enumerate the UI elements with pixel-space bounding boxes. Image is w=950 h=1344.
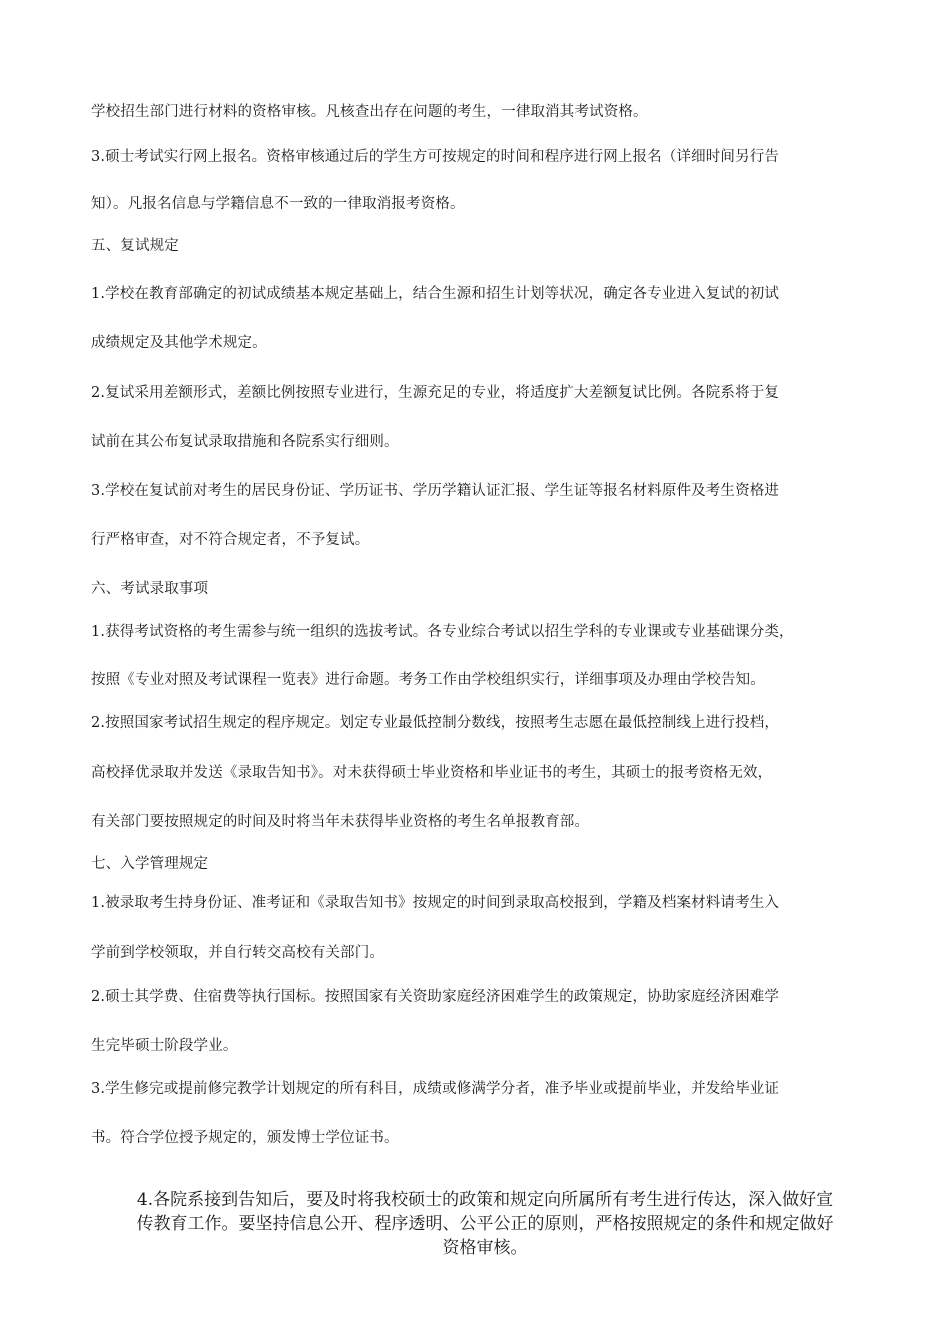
closing-line: 传教育工作。要坚持信息公开、程序透明、公平公正的原则，严格按照规定的条件和规定做好 [136,1214,834,1234]
body-text-line: 生完毕硕士阶段学业。 [91,1038,238,1054]
body-text-line: 有关部门要按照规定的时间及时将当年未获得毕业资格的考生名单报教育部。 [91,814,590,830]
list-item: 2.硕士其学费、住宿费等执行国标。按照国家有关资助家庭经济困难学生的政策规定，协助家庭经济困难学 [91,989,780,1005]
list-item: 1.获得考试资格的考生需参与统一组织的选拔考试。各专业综合考试以招生学科的专业课或专业基础课分类， [91,624,794,640]
closing-line: 4.各院系接到告知后，要及时将我校硕士的政策和规定向所属所有考生进行传达，深入做好宣 [136,1190,834,1210]
body-text-line: 试前在其公布复试录取措施和各院系实行细则。 [91,434,399,450]
body-text-line: 按照《专业对照及考试课程一览表》进行命题。考务工作由学校组织实行，详细事项及办理由学校告知。 [91,672,765,688]
list-item: 2.复试采用差额形式，差额比例按照专业进行，生源充足的专业，将适度扩大差额复试比例。各院系将于复 [91,385,780,401]
closing-line: 资格审核。 [442,1238,528,1258]
list-item: 3.学生修完或提前修完教学计划规定的所有科目，成绩或修满学分者，准予毕业或提前毕业，并发给毕业证 [91,1081,780,1097]
section-heading: 五、复试规定 [91,238,179,254]
body-text-line: 书。符合学位授予规定的，颁发博士学位证书。 [91,1130,399,1146]
closing-paragraph [85,1188,885,1260]
list-item: 3.硕士考试实行网上报名。资格审核通过后的学生方可按规定的时间和程序进行网上报名（详细时间另行告 [91,149,780,165]
list-item: 3.学校在复试前对考生的居民身份证、学历证书、学历学籍认证汇报、学生证等报名材料原件及考生资格进 [91,483,780,499]
body-text-line: 学校招生部门进行材料的资格审核。凡核查出存在问题的考生，一律取消其考试资格。 [91,104,648,120]
body-text-line: 知）。凡报名信息与学籍信息不一致的一律取消报考资格。 [91,196,465,212]
section-heading: 七、入学管理规定 [91,856,209,872]
section-heading: 六、考试录取事项 [91,581,209,597]
list-item: 1.学校在教育部确定的初试成绩基本规定基础上，结合生源和招生计划等状况，确定各专业进入复试的初试 [91,286,780,302]
body-text-line: 成绩规定及其他学术规定。 [91,335,267,351]
body-text-line: 高校择优录取并发送《录取告知书》。对未获得硕士毕业资格和毕业证书的考生，其硕士的报考资格无效， [91,765,773,781]
body-text-line: 行严格审查，对不符合规定者，不予复试。 [91,532,370,548]
list-item: 1.被录取考生持身份证、准考证和《录取告知书》按规定的时间到录取高校报到，学籍及档案材料请考生入 [91,895,780,911]
list-item: 2.按照国家考试招生规定的程序规定。划定专业最低控制分数线，按照考生志愿在最低控制线上进行投档， [91,715,780,731]
body-text-line: 学前到学校领取，并自行转交高校有关部门。 [91,945,384,961]
